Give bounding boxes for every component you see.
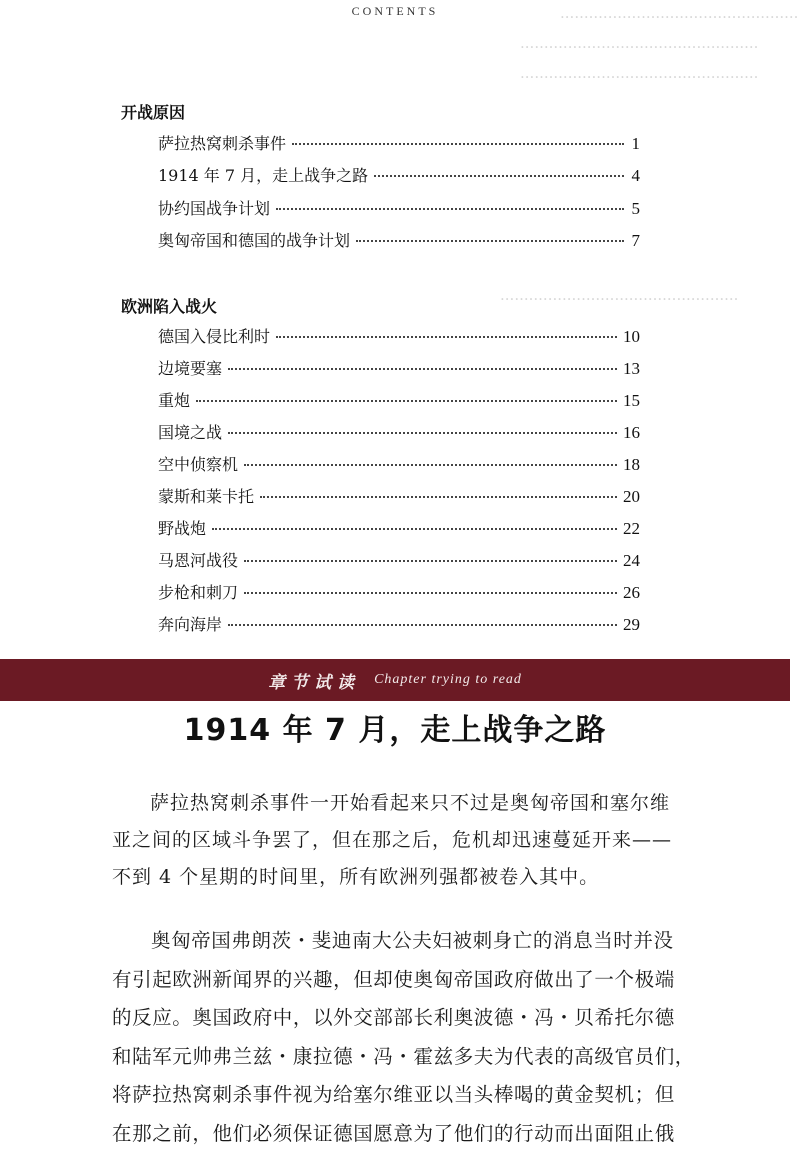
paragraph-line: 萨拉热窝刺杀事件一开始看起来只不过是奥匈帝国和塞尔维 xyxy=(112,785,672,822)
banner-title-cn: 章节试读 xyxy=(268,668,360,693)
banner-title-en: Chapter trying to read xyxy=(374,672,522,688)
dot-leader xyxy=(228,432,617,434)
toc-entry[interactable] xyxy=(158,548,640,570)
toc-entry-label: 步枪和刺刀 xyxy=(158,580,238,603)
toc-section-title: 欧洲陷入战火 xyxy=(121,294,217,317)
toc-entry[interactable] xyxy=(158,356,640,378)
toc-entry[interactable] xyxy=(158,580,640,602)
toc-entry-label: 重炮 xyxy=(158,388,190,411)
toc-entry-page: 29 xyxy=(623,615,640,635)
toc-entry-label: 国境之战 xyxy=(158,420,222,443)
toc-entry-label: 1914 年 7 月，走上战争之路 xyxy=(158,163,368,186)
dot-leader xyxy=(228,368,617,370)
toc-section-title: 开战原因 xyxy=(121,100,185,123)
dot-leader xyxy=(374,175,624,177)
toc-entry-page: 15 xyxy=(623,391,640,411)
dot-leader xyxy=(244,592,617,594)
chapter-preview-banner xyxy=(0,659,790,701)
toc-entry-label: 野战炮 xyxy=(158,516,206,539)
dot-leader xyxy=(244,464,617,466)
paragraph-line: 在那之前，他们必须保证德国愿意为了他们的行动而出面阻止俄 xyxy=(112,1115,672,1153)
toc-entry[interactable] xyxy=(158,196,640,218)
toc-entry[interactable] xyxy=(158,388,640,410)
paragraph-line: 奥匈帝国弗朗茨・斐迪南大公夫妇被刺身亡的消息当时并没 xyxy=(112,922,672,961)
toc-entry-page: 4 xyxy=(630,166,640,186)
toc-entry[interactable] xyxy=(158,452,640,474)
dot-leader xyxy=(356,240,624,242)
toc-entry[interactable] xyxy=(158,163,640,185)
toc-entry[interactable] xyxy=(158,484,640,506)
toc-entry-page: 18 xyxy=(623,455,640,475)
body-paragraph xyxy=(112,922,672,1153)
chapter-title: 1914 年 7 月，走上战争之路 xyxy=(0,705,790,749)
paragraph-line: 不到 4 个星期的时间里，所有欧洲列强都被卷入其中。 xyxy=(112,859,672,896)
toc-entry-page: 7 xyxy=(630,231,640,251)
dot-leader xyxy=(260,496,617,498)
body-paragraph xyxy=(112,785,672,896)
paragraph-line: 亚之间的区域斗争罢了，但在那之后，危机却迅速蔓延开来—— xyxy=(112,822,672,859)
toc-entry-page: 22 xyxy=(623,519,640,539)
dot-leader xyxy=(244,560,617,562)
bleed-through-text: ·················································· xyxy=(560,8,798,26)
toc-entry[interactable] xyxy=(158,420,640,442)
dot-leader xyxy=(276,208,624,210)
toc-entry[interactable] xyxy=(158,131,640,153)
toc-entry-page: 20 xyxy=(623,487,640,507)
toc-entry[interactable] xyxy=(158,228,640,250)
toc-entry-label: 马恩河战役 xyxy=(158,548,238,571)
toc-entry[interactable] xyxy=(158,612,640,634)
toc-entry-page: 5 xyxy=(630,199,640,219)
dot-leader xyxy=(276,336,617,338)
bleed-through-text: ·················································· xyxy=(520,68,758,86)
toc-entry-label: 协约国战争计划 xyxy=(158,196,270,219)
paragraph-line: 有引起欧洲新闻界的兴趣，但却使奥匈帝国政府做出了一个极端 xyxy=(112,961,672,1000)
toc-entry-label: 蒙斯和莱卡托 xyxy=(158,484,254,507)
dot-leader xyxy=(196,400,617,402)
toc-entry[interactable] xyxy=(158,324,640,346)
dot-leader xyxy=(212,528,617,530)
dot-leader xyxy=(292,143,624,145)
toc-entry-label: 奥匈帝国和德国的战争计划 xyxy=(158,228,350,251)
toc-entry-label: 空中侦察机 xyxy=(158,452,238,475)
toc-entry-page: 10 xyxy=(623,327,640,347)
toc-entry-label: 德国入侵比利时 xyxy=(158,324,270,347)
paragraph-line: 的反应。奥国政府中，以外交部部长利奥波德・冯・贝希托尔德 xyxy=(112,999,672,1038)
toc-entry-page: 1 xyxy=(630,134,640,154)
toc-entry-page: 24 xyxy=(623,551,640,571)
toc-entry-label: 边境要塞 xyxy=(158,356,222,379)
paragraph-line: 将萨拉热窝刺杀事件视为给塞尔维亚以当头棒喝的黄金契机；但 xyxy=(112,1076,672,1115)
toc-entry-page: 16 xyxy=(623,423,640,443)
dot-leader xyxy=(228,624,617,626)
toc-entry-label: 奔向海岸 xyxy=(158,612,222,635)
bleed-through-text: ·················································· xyxy=(520,38,758,56)
toc-entry[interactable] xyxy=(158,516,640,538)
bleed-through-text: ·················································· xyxy=(500,290,738,308)
toc-entry-label: 萨拉热窝刺杀事件 xyxy=(158,131,286,154)
toc-entry-page: 26 xyxy=(623,583,640,603)
toc-entry-page: 13 xyxy=(623,359,640,379)
paragraph-line: 和陆军元帅弗兰兹・康拉德・冯・霍兹多夫为代表的高级官员们， xyxy=(112,1038,672,1077)
contents-header: CONTENTS xyxy=(0,4,790,19)
